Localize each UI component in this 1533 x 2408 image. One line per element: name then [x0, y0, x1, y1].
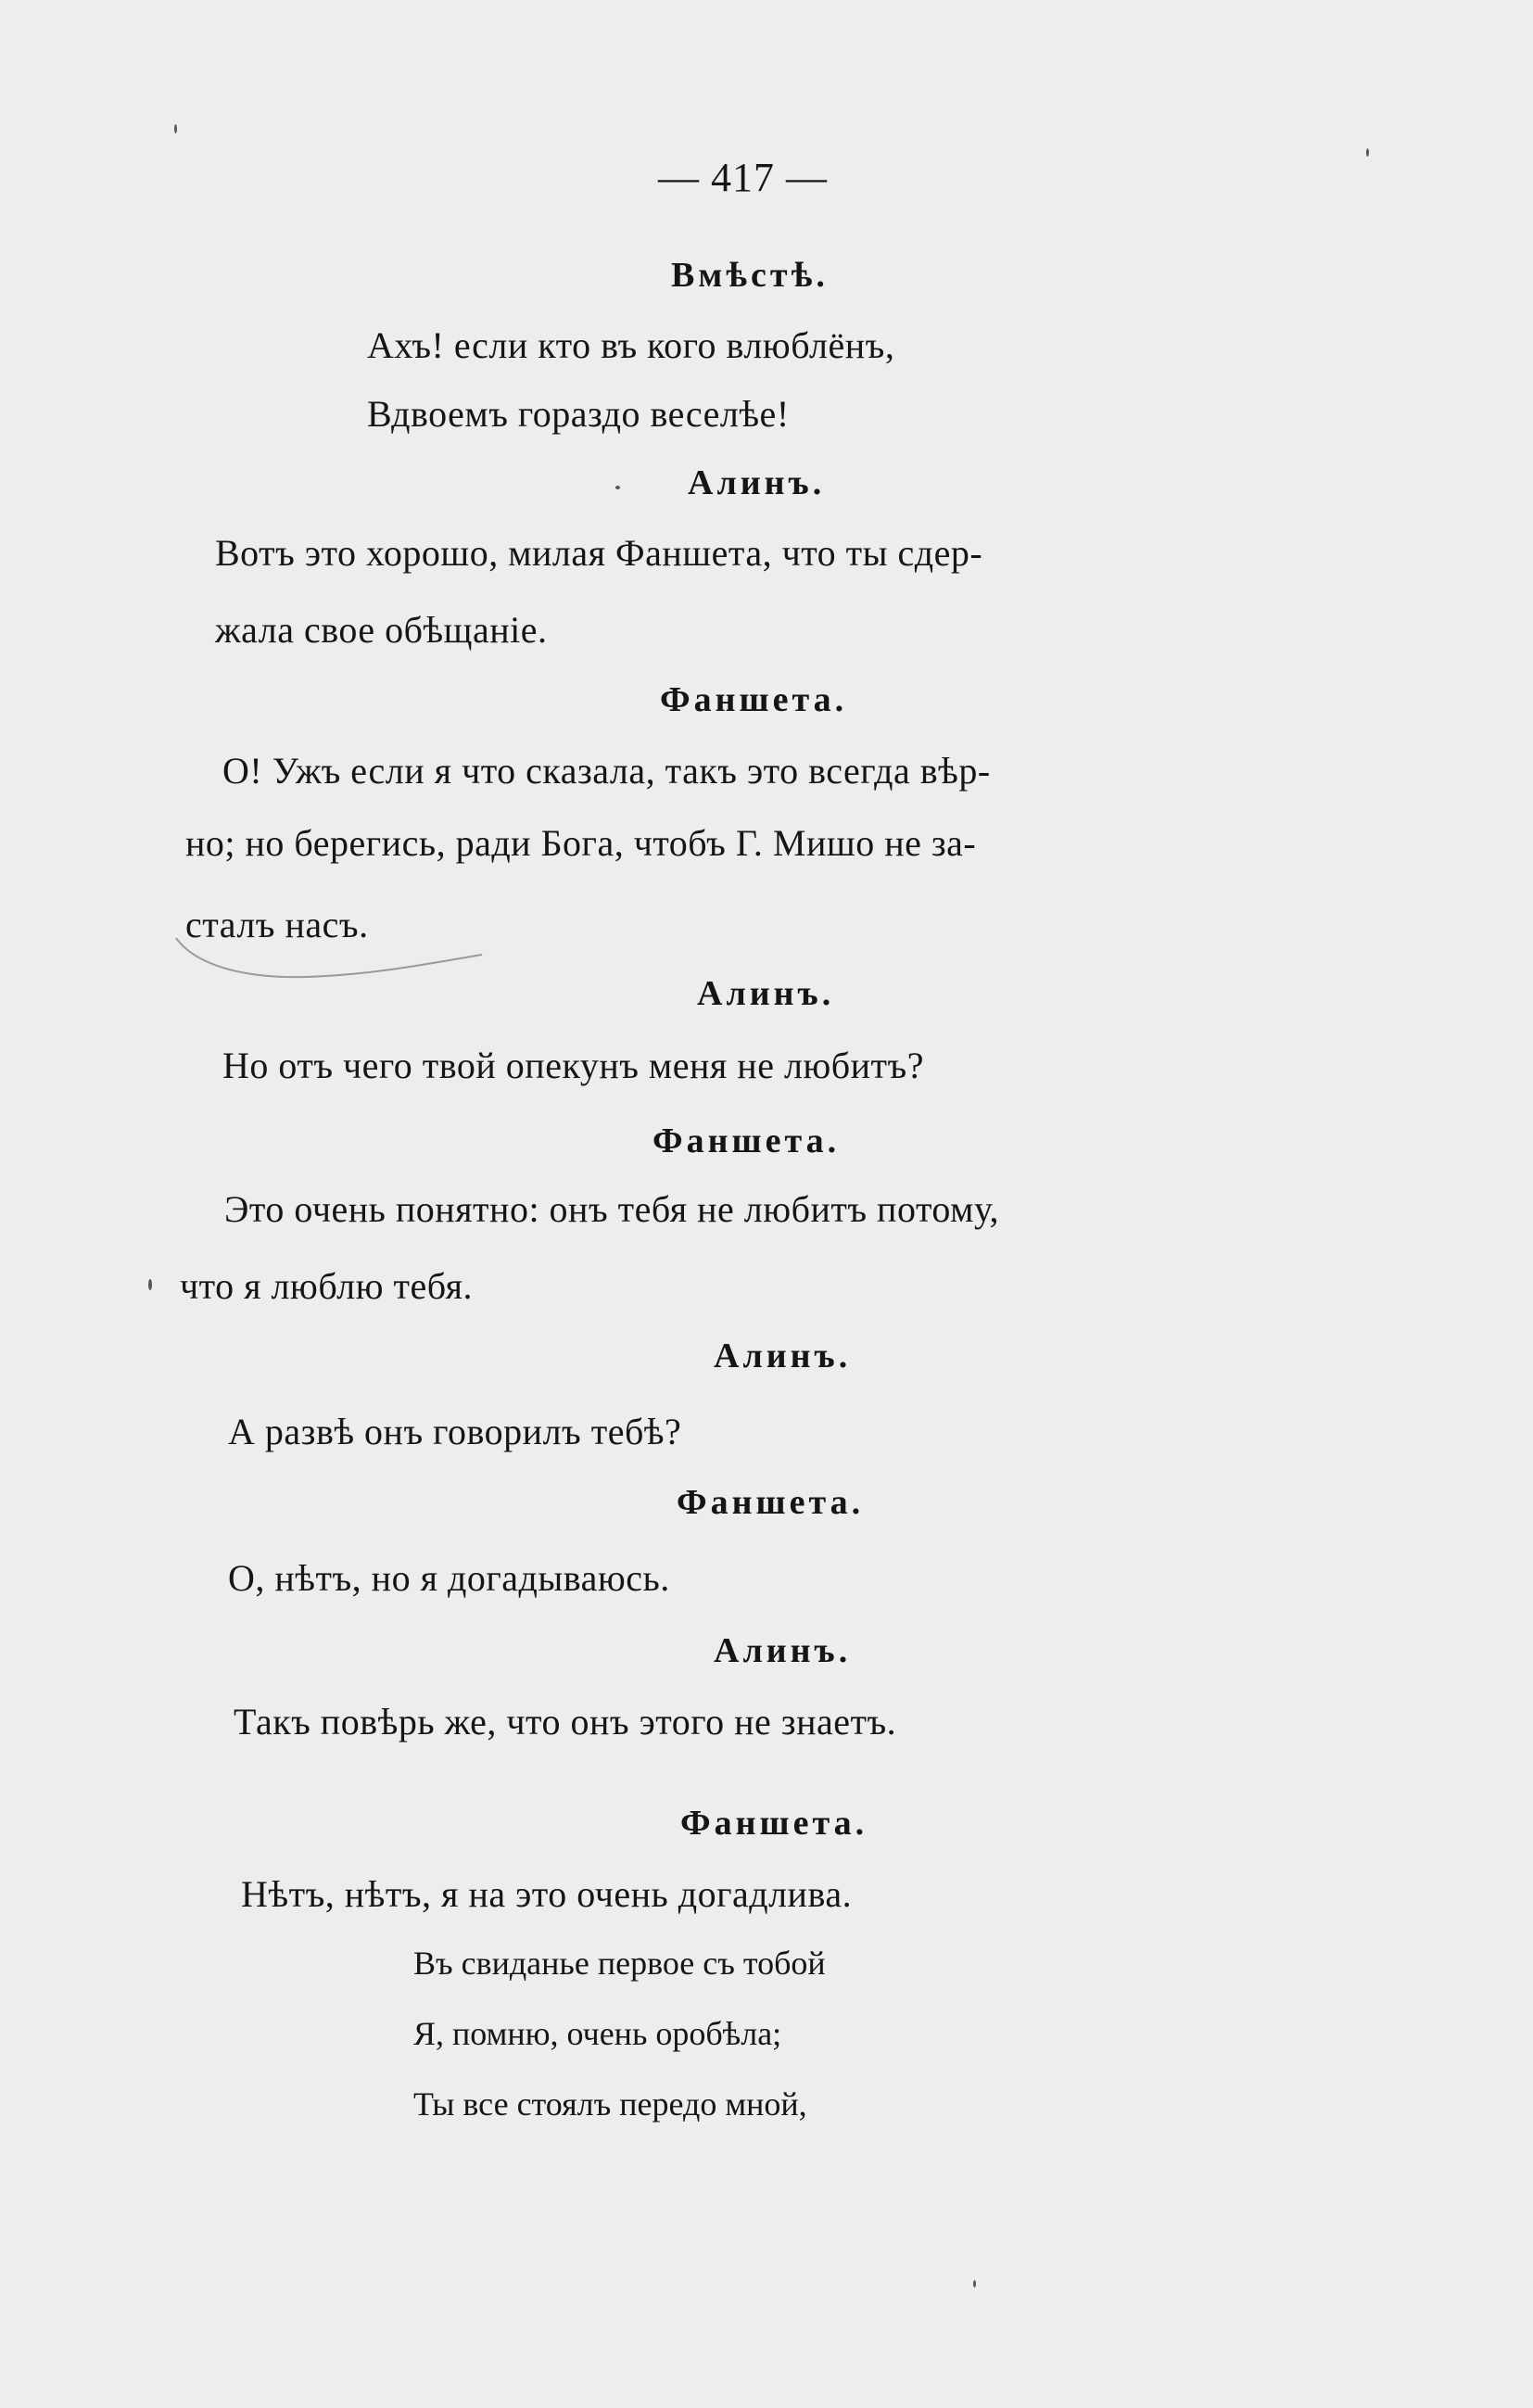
speaker-heading: Фаншета. [660, 680, 848, 719]
prose-line: Но отъ чего твой опекунъ меня не любитъ? [222, 1045, 924, 1086]
prose-line: жала свое обѣщаніе. [215, 609, 548, 651]
speaker-heading: Алинъ. [714, 1631, 852, 1670]
verse-line: Ты все стоялъ передо мной, [413, 2085, 807, 2123]
prose-line: что я люблю тебя. [180, 1265, 473, 1307]
prose-line: О! Ужъ если я что сказала, такъ это всегда вѣр- [222, 750, 991, 792]
ink-speck [174, 124, 177, 133]
verse-line: Въ свиданье первое съ тобой [413, 1945, 826, 1982]
ink-speck [1366, 148, 1369, 157]
verse-line: Вдвоемъ гораздо веселѣе! [367, 393, 790, 435]
speaker-heading: Фаншета. [680, 1804, 868, 1843]
speaker-heading: Фаншета. [677, 1483, 865, 1522]
verse-line: Я, помню, очень оробѣла; [413, 2015, 782, 2052]
prose-line: Нѣтъ, нѣтъ, я на это очень догадлива. [241, 1873, 853, 1915]
ink-speck [148, 1279, 152, 1290]
speaker-heading: Фаншета. [652, 1122, 841, 1160]
page-number: — 417 — [658, 155, 828, 200]
speaker-heading: Алинъ. [714, 1337, 852, 1375]
ink-speck [615, 486, 620, 489]
prose-line: О, нѣтъ, но я догадываюсь. [228, 1557, 670, 1599]
prose-line: Вотъ это хорошо, милая Фаншета, что ты сдер- [215, 532, 983, 574]
prose-line: сталъ насъ. [185, 904, 369, 945]
speaker-heading: Алинъ. [688, 463, 826, 502]
prose-line: Это очень понятно: онъ тебя не любитъ потому, [224, 1188, 999, 1230]
prose-line: Такъ повѣрь же, что онъ этого не знаетъ. [234, 1701, 897, 1743]
speaker-heading: Вмѣстѣ. [671, 256, 829, 295]
prose-line: но; но берегись, ради Бога, чтобъ Г. Мишо не за- [185, 822, 977, 864]
speaker-heading: Алинъ. [697, 974, 835, 1013]
ink-speck [973, 2280, 976, 2288]
verse-line: Ахъ! если кто въ кого влюблёнъ, [367, 324, 895, 366]
prose-line: А развѣ онъ говорилъ тебѣ? [228, 1411, 682, 1452]
